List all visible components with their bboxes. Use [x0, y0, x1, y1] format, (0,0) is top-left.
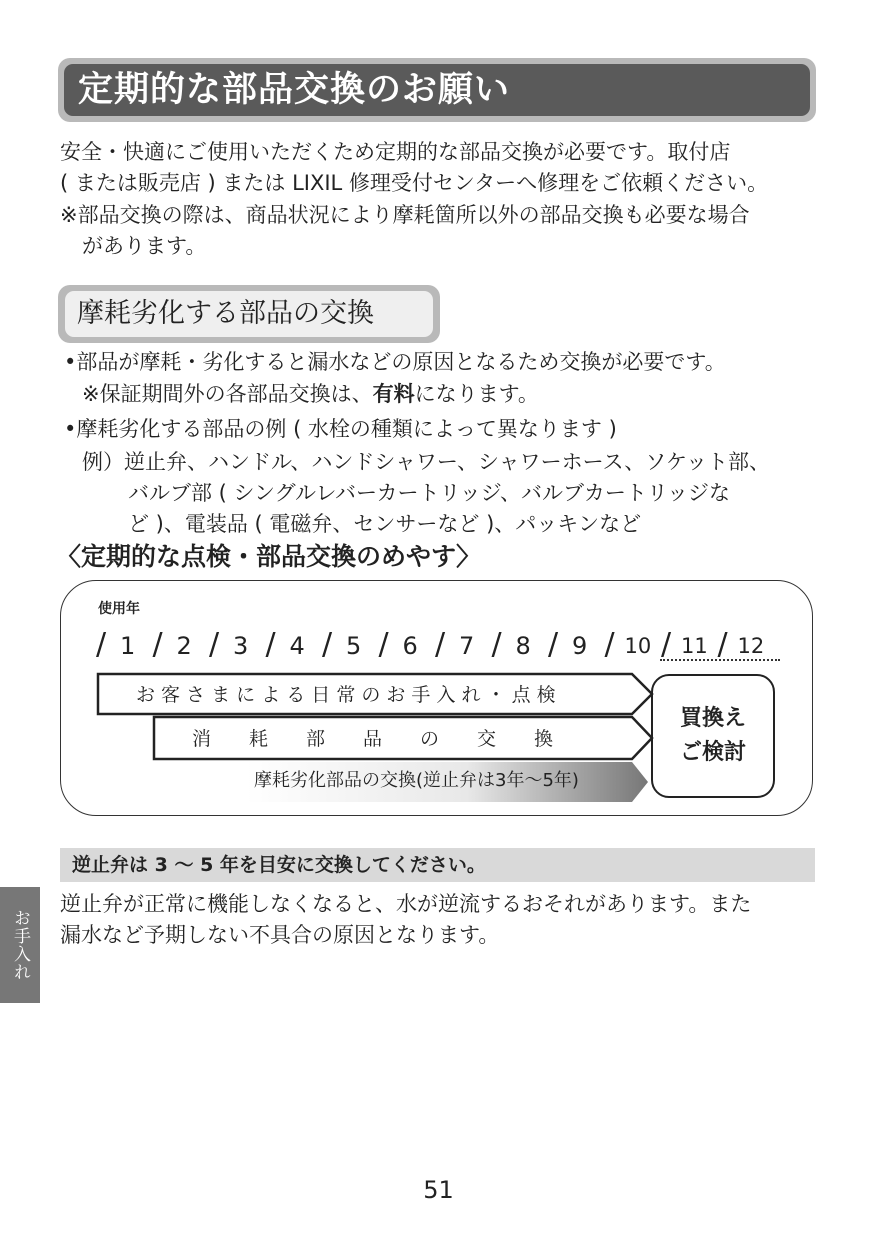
year-number: 5 — [346, 632, 362, 660]
year-9 — [548, 626, 604, 666]
guide-title: 〈定期的な点検・部品交換のめやす〉 — [56, 542, 482, 571]
year-number: 6 — [402, 632, 418, 660]
year-divider: / — [378, 627, 389, 662]
check-valve-heading: 逆止弁は 3 ～ 5 年を目安に交換してください。 — [60, 848, 815, 882]
year-1 — [96, 626, 152, 666]
intro-note-line-2: があります。 — [82, 234, 207, 258]
year-divider: / — [152, 627, 163, 662]
year-divider: / — [96, 627, 107, 662]
year-number: 11 — [681, 634, 708, 658]
years-label: 使用年 — [98, 601, 140, 617]
warranty-note — [82, 379, 539, 410]
year-number: 7 — [459, 632, 475, 660]
year-2 — [153, 626, 209, 666]
intro-line-2: ( または販売店 ) または LIXIL 修理受付センターへ修理をご依頼ください。 — [60, 171, 769, 195]
check-valve-line-1: 逆止弁が正常に機能しなくなると、水が逆流するおそれがあります。また — [60, 892, 752, 916]
worn-parts-label: 摩耗劣化部品の交換(逆止弁は3年〜5年) — [254, 770, 579, 791]
year-divider: / — [661, 627, 672, 662]
year-number: 8 — [515, 632, 531, 660]
example-line-3: ど )、電装品 ( 電磁弁、センサーなど )、パッキンなど — [128, 512, 642, 536]
bullet-2 — [64, 414, 617, 445]
page-number: 51 — [423, 1176, 454, 1204]
year-10 — [605, 626, 661, 666]
year-3 — [209, 626, 265, 666]
intro-line-1: 安全・快適にご使用いただくため定期的な部品交換が必要です。取付店 — [60, 140, 731, 164]
bullet-dot: • — [64, 417, 77, 441]
replacement-box — [651, 674, 775, 798]
year-number: 4 — [289, 632, 305, 660]
year-number: 3 — [233, 632, 249, 660]
years-dotted-line — [660, 659, 780, 661]
daily-care-label: お 客 さ ま に よ る 日 常 の お 手 入 れ ・ 点 検 — [136, 684, 556, 706]
year-6 — [379, 626, 435, 666]
warranty-note-suffix: になります。 — [414, 382, 539, 406]
year-divider: / — [322, 627, 333, 662]
year-divider: / — [265, 627, 276, 662]
year-4 — [266, 626, 322, 666]
year-divider: / — [491, 627, 502, 662]
check-valve-line-2: 漏水など予期しない不具合の原因となります。 — [60, 923, 500, 947]
year-divider: / — [435, 627, 446, 662]
year-number: 1 — [120, 632, 136, 660]
bullet-2-text: 摩耗劣化する部品の例 ( 水栓の種類によって異なります ) — [76, 417, 617, 441]
bullet-dot: • — [64, 350, 77, 374]
page-title: 定期的な部品交換のお願い — [64, 64, 810, 116]
bullet-1 — [64, 347, 726, 378]
year-8 — [492, 626, 548, 666]
year-divider: / — [209, 627, 220, 662]
warranty-note-bold: 有料 — [372, 382, 415, 406]
year-divider: / — [717, 627, 728, 662]
year-number: 2 — [176, 632, 192, 660]
bullet-1-text: 部品が摩耗・劣化すると漏水などの原因となるため交換が必要です。 — [76, 350, 726, 374]
consumables-label: 消 耗 部 品 の 交 換 — [192, 728, 554, 750]
year-divider: / — [604, 627, 615, 662]
example-line-2: バルブ部 ( シングルレバーカートリッジ、バルブカートリッジな — [128, 481, 730, 505]
year-number: 10 — [624, 634, 652, 658]
section-heading: 摩耗劣化する部品の交換 — [65, 291, 433, 337]
warranty-note-prefix: ※保証期間外の各部品交換は、 — [82, 382, 373, 406]
replacement-line-1: 買換え — [679, 706, 746, 731]
side-tab-care: お手入れ — [0, 887, 40, 1003]
year-7 — [435, 626, 491, 666]
year-5 — [322, 626, 378, 666]
replacement-line-2: ご検討 — [679, 740, 746, 765]
year-divider: / — [548, 627, 559, 662]
example-line-1: 例）逆止弁、ハンドル、ハンドシャワー、シャワーホース、ソケット部、 — [82, 450, 770, 474]
intro-note-line-1: ※部品交換の際は、商品状況により摩耗箇所以外の部品交換も必要な場合 — [60, 203, 750, 227]
year-number: 12 — [737, 634, 765, 658]
year-number: 9 — [572, 632, 588, 660]
